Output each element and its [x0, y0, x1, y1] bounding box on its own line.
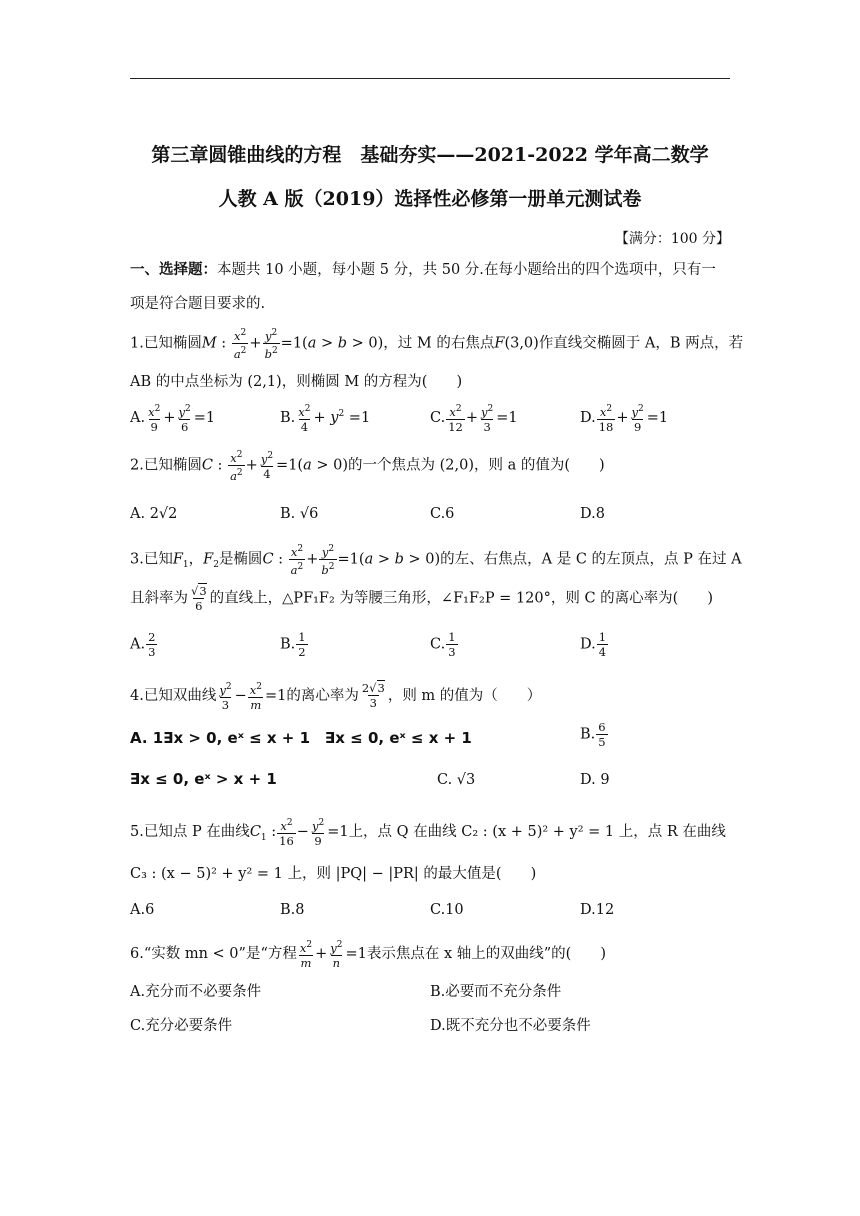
q3-text-c: 的左、右焦点，A 是 C 的左顶点，点 P 在过 A	[440, 551, 742, 568]
q4-option-a-cont: ∃x ≤ 0, eˣ > x + 1	[130, 770, 277, 788]
question-4-line-1: 4.已知双曲线 $\frac{y^2}{3}$ − $\frac{x^2}{m}$ =1的离心率为 $\frac{2√3}{3}$ ，则 m 的值为（ ）	[130, 681, 542, 712]
q6-option-a: A.充分而不必要条件	[130, 984, 262, 1000]
q3-option-b: B. $\frac{1}{2}$	[280, 630, 306, 659]
q6-option-d: D.既不充分也不必要条件	[430, 1018, 591, 1034]
title-line-2: 人教 A 版（2019）选择性必修第一册单元测试卷	[218, 188, 642, 210]
q6-text-b: 表示焦点在 x 轴上的双曲线”的( )	[366, 945, 606, 962]
q5-text-b: 上，点 Q 在曲线 C₂ : (x + 5)² + y² = 1 上，点 R 在曲线	[348, 823, 726, 840]
q5-option-d: D.12	[580, 902, 615, 918]
q3-option-d: D. $\frac{1}{4}$	[580, 630, 607, 659]
q2-option-b: B. √6	[280, 506, 319, 522]
title-line-1: 第三章圆锥曲线的方程 基础夯实——2021-2022 学年高二数学	[151, 144, 709, 166]
q1-option-b: B. $\frac{x^2}{4}$ + $y^2 =1$	[280, 404, 371, 434]
section-1-desc: 本题共 10 小题，每小题 5 分，共 50 分.在每小题给出的四个选项中，只有一	[217, 262, 716, 278]
section-1-intro	[130, 258, 716, 279]
q1-option-c: C. $\frac{x^2}{12}$ + $\frac{y^2}{3}$ =1	[430, 404, 518, 434]
q3-option-c: C. $\frac{1}{3}$	[430, 630, 456, 659]
question-5-line-1: 5.已知点 P 在曲线$C_1$ : $\frac{x^2}{16}$ − $\frac{y^2}{9}$ =1上，点 Q 在曲线 C₂ : (x + 5)² + y² = 1 上，点 R 在曲线	[130, 818, 726, 848]
q1-text-a: 1.已知椭圆	[130, 335, 202, 352]
q6-option-b: B.必要而不充分条件	[430, 984, 562, 1000]
q3-text-b: 是椭圆	[218, 551, 263, 568]
question-3-line-1: 3.已知$F_1$，$F_2$是椭圆C : $\frac{x^2}{a^2}$ + $\frac{y^2}{b^2}$ =1(a > b > 0)的左、右焦点，A 是 C 的左顶点，点 P 在过 A	[130, 544, 742, 577]
q5-option-b: B.8	[280, 902, 305, 918]
q4-text-b: 的离心率为	[286, 687, 359, 704]
q2-text-a: 2.已知椭圆	[130, 457, 202, 474]
q4-text-c: ，则 m 的值为（ ）	[387, 687, 542, 704]
q3-option-a: A. $\frac{2}{3}$	[130, 630, 156, 659]
q3-text-a: 3.已知	[130, 551, 173, 568]
q2-text-b: 的一个焦点为 (2,0)，则 a 的值为( )	[348, 457, 605, 474]
q2-option-a: A. 2√2	[130, 506, 178, 522]
question-3-line-2: 且斜率为 $\frac{√3}{6}$ 的直线上，△PF₁F₂ 为等腰三角形，∠F₁F₂P = 120°，则 C 的离心率为( )	[130, 584, 713, 613]
q6-text-a: 6.“实数 mn < 0”是“方程	[130, 945, 297, 962]
question-5-line-2: C₃ : (x − 5)² + y² = 1 上，则 |PQ| − |PR| 的最大值是( )	[130, 866, 537, 882]
q4-option-c: C. √3	[437, 772, 476, 788]
section-1-desc-cont: 项是符合题目要求的.	[130, 296, 266, 312]
q4-option-d: D. 9	[580, 772, 610, 788]
score-label: 【满分：100 分】	[614, 231, 730, 247]
question-6-line-1: 6.“实数 mn < 0”是“方程 $\frac{x^2}{m}$ + $\frac{y^2}{n}$ =1表示焦点在 x 轴上的双曲线”的( )	[130, 940, 606, 970]
header-rule	[130, 78, 730, 79]
q5-text-a: 5.已知点 P 在曲线	[130, 823, 250, 840]
question-2-line-1: 2.已知椭圆C : $\frac{x^2}{a^2}$ + $\frac{y^2}{4}$ =1(a > 0)的一个焦点为 (2,0)，则 a 的值为( )	[130, 450, 605, 483]
q5-option-c: C.10	[430, 902, 464, 918]
q3-text-d: 且斜率为	[130, 590, 188, 607]
q1-option-d: D. $\frac{x^2}{18}$ + $\frac{y^2}{9}$ =1	[580, 404, 669, 434]
question-1-line-1: 1.已知椭圆M : $\frac{x^2}{a^2}$ + $\frac{y^2}{b^2}$ =1(a > b > 0)，过 M 的右焦点F(3,0)作直线交椭圆于 A，B 两点，若	[130, 328, 744, 361]
section-1-heading: 一、选择题：	[130, 261, 217, 278]
q1-text-b: ，过 M 的右焦点	[383, 335, 495, 352]
q4-text-a: 4.已知双曲线	[130, 687, 217, 704]
q1-option-a: A. $\frac{x^2}{9}$ + $\frac{y^2}{6}$ =1	[130, 404, 216, 434]
q1-text-c: 作直线交椭圆于 A，B 两点，若	[538, 335, 744, 352]
q2-option-c: C.6	[430, 506, 455, 522]
q3-text-e: 的直线上，△PF₁F₂ 为等腰三角形，∠F₁F₂P = 120°，则 C 的离心率为( )	[209, 590, 713, 607]
q4-option-b: B. $\frac{6}{5}$	[580, 720, 606, 749]
q5-option-a: A.6	[130, 902, 155, 918]
q2-option-d: D.8	[580, 506, 605, 522]
question-1-line-2: AB 的中点坐标为 (2,1)，则椭圆 M 的方程为( )	[130, 374, 463, 390]
q4-option-a: A. 1∃x > 0, eˣ ≤ x + 1 ∃x ≤ 0, eˣ ≤ x + 1	[130, 729, 472, 747]
q6-option-c: C.充分必要条件	[130, 1018, 233, 1034]
